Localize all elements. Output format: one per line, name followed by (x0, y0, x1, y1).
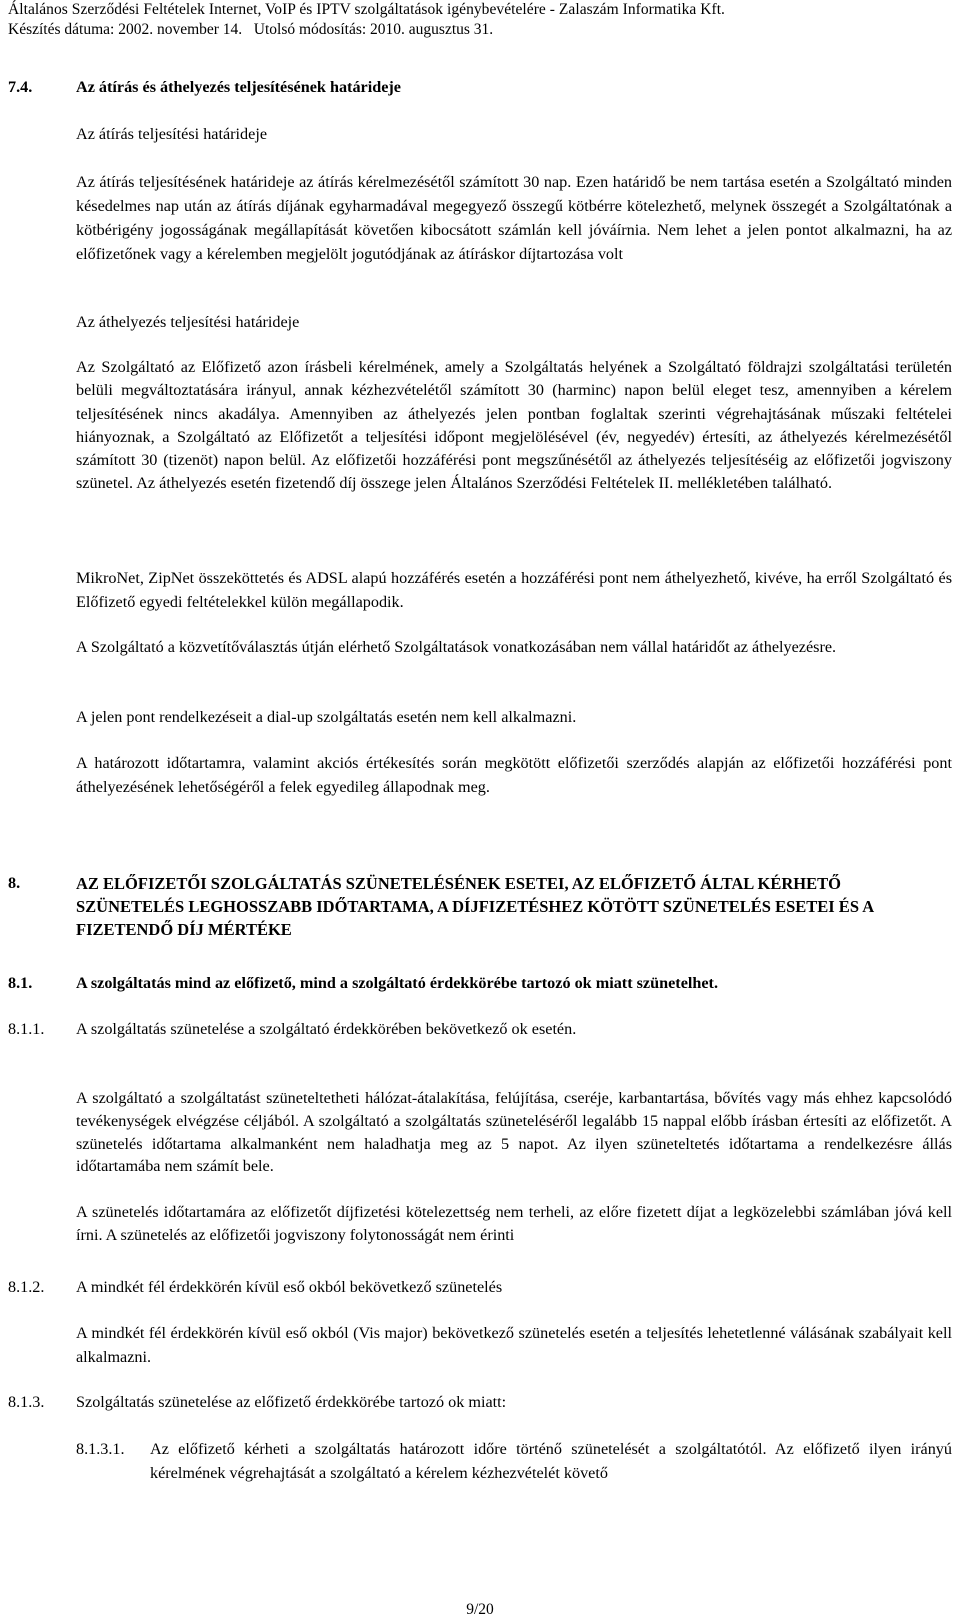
paragraph-atiras: Az átírás teljesítésének határideje az átírás kérelmezésétől számított 30 nap. Ezen határidő be nem tartása esetén a Szolgáltató minden késedelmes nap után az átírás díjának egyharmadával megegyező összegű kötbérre kötelezhető, melynek összegét a Szolgáltatónak a kötbérigény jogosságának megállapítását követően kibocsátott számlán kell jóváírnia. Nem lehet a jelen pontot alkalmazni, ha az előfizetőnek vagy a kérelemben megjelölt jogutódjának az átíráskor díjtartozása volt (76, 173, 952, 263)
paragraph-szolgaltato-szuneteltetes: A szolgáltató a szolgáltatást szüneteltetheti hálózat-átalakítása, felújítása, cseréje, karbantartása, bővítés vagy más ehhez kapcsolódó tevékenységek elvégzése céljából. A szolgáltató a szolgáltatás szüneteléséről legalább 15 nappal előbb írásban értesíti az előfizetőt. A szünetelés időtartama alkalmanként nem haladhatja meg az 5 napot. Az ilyen szüneteltetés időtartama a rendelkezésre állás időtartamába nem számít bele. (76, 1089, 952, 1176)
section-title: A szolgáltatás mind az előfizető, mind a szolgáltató érdekkörébe tartozó ok miatt szünetelhet. (76, 974, 718, 992)
header-title: Általános Szerződési Feltételek Internet, VoIP és IPTV szolgáltatások igénybevételére - Zalaszám Informatika Kft. (8, 1, 725, 18)
paragraph-vis-major: A mindkét fél érdekkörén kívül eső okból (Vis major) bekövetkező szünetelés esetén a teljesítés lehetetlenné válásának szabályait kell alkalmazni. (76, 1324, 952, 1366)
page-header (8, 0, 725, 40)
section-number: 7.4. (8, 78, 33, 96)
section-title: AZ ELŐFIZETŐI SZOLGÁLTATÁS SZÜNETELÉSÉNEK ESETEI, AZ ELŐFIZETŐ ÁLTAL KÉRHETŐ SZÜNETELÉS LEGHOSSZABB IDŐTARTAMA, A DÍJFIZETÉSHEZ KÖTÖTT SZÜNETELÉS ESETEI ÉS A FIZETENDŐ DÍJ MÉRTÉKE (76, 874, 874, 939)
section-number: 8.1.1. (8, 1020, 45, 1038)
paragraph-athelyezes: Az Szolgáltató az Előfizető azon írásbeli kérelmének, amely a Szolgáltatás helyének a Szolgáltató földrajzi szolgáltatási területén belüli megváltoztatására irányul, annak kézhezvételétől számított 30 (harminc) napon belül eleget tesz, amennyiben a kérelem teljesítésének nincs akadálya. Amennyiben az áthelyezés jelen pontban foglaltak szerinti végrehajtásának műszaki feltételei hiányoznak, a Szolgáltató az Előfizetőt a teljesítési időpont megjelölésével (év, negyedév) értesíti, az áthelyezés kérelmezésétől számított 30 (tizenöt) napon belül. Az előfizetői hozzáférési pont megszűnésétől az áthelyezés teljesítéséig az előfizetői jogviszony szünetel. Az áthelyezés esetén fizetendő díj összege jelen Általános Szerződési Feltételek II. mellékletében található. (76, 358, 952, 493)
header-dates: Készítés dátuma: 2002. november 14. Utolsó módosítás: 2010. augusztus 31. (8, 21, 494, 38)
paragraph-hatarozott-idotartam: A határozott időtartamra, valamint akciós értékesítés során megkötött előfizetői szerződés alapján az előfizetői hozzáférési pont áthelyezésének lehetőségéről a felek egyedileg állapodnak meg. (76, 754, 952, 796)
section-number: 8. (8, 874, 21, 892)
section-number: 8.1.2. (8, 1278, 45, 1296)
section-number: 8.1.3.1. (76, 1440, 125, 1458)
paragraph-dialup: A jelen pont rendelkezéseit a dial-up szolgáltatás esetén nem kell alkalmazni. (76, 708, 577, 726)
paragraph-kozvetitovalasztas: A Szolgáltató a közvetítőválasztás útján elérhető Szolgáltatások vonatkozásában nem vállal határidőt az áthelyezésre. (76, 638, 837, 656)
section-number: 8.1.3. (8, 1393, 45, 1411)
page-number: 9/20 (466, 1601, 494, 1618)
paragraph-szuneteles-idotartam: A szünetelés időtartamára az előfizetőt díjfizetési kötelezettség nem terheli, az előre fizetett díjat a legközelebbi számlában jóvá kell írni. A szünetelés az előfizetői jogviszony folytonosságát nem érinti (76, 1203, 952, 1244)
section-title: Szolgáltatás szünetelése az előfizető érdekkörébe tartozó ok miatt: (76, 1393, 507, 1411)
subheading-atiras: Az átírás teljesítési határideje (76, 125, 268, 143)
paragraph-mikronet: MikroNet, ZipNet összeköttetés és ADSL alapú hozzáférés esetén a hozzáférési pont nem áthelyezhető, kivéve, ha erről Szolgáltató és Előfizető egyedi feltételekkel külön megállapodik. (76, 569, 952, 611)
paragraph-elofizeto-kerheti: Az előfizető kérheti a szolgáltatás határozott időre történő szünetelését a szolgáltatótól. Az előfizető ilyen irányú kérelmének végrehajtását a szolgáltató a kérelem kézhezvételét követő (150, 1440, 952, 1482)
section-number: 8.1. (8, 974, 33, 992)
section-title: A szolgáltatás szünetelése a szolgáltató érdekkörében bekövetkező ok esetén. (76, 1020, 577, 1038)
subheading-athelyezes: Az áthelyezés teljesítési határideje (76, 313, 300, 331)
section-title: Az átírás és áthelyezés teljesítésének határideje (76, 78, 401, 96)
section-title: A mindkét fél érdekkörén kívül eső okból bekövetkező szünetelés (76, 1278, 503, 1296)
